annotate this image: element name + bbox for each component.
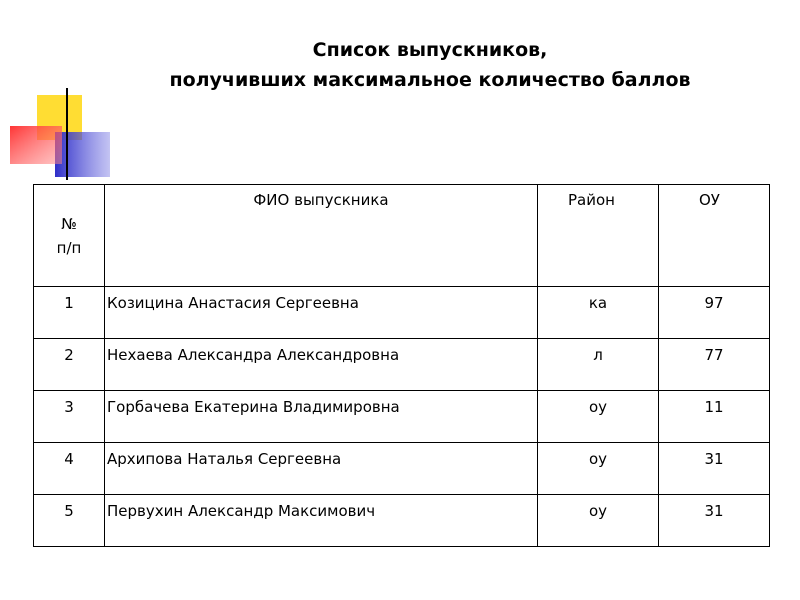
table-header-row (34, 185, 770, 287)
cell-name-text: Первухин Александр Максимович (107, 502, 376, 520)
cell-ou-text: 31 (704, 502, 724, 520)
cell-number-text: 3 (64, 398, 74, 416)
cell-number (34, 495, 105, 547)
cell-number (34, 391, 105, 443)
table-row (34, 495, 770, 547)
decorative-squares-graphic (0, 0, 800, 200)
cell-district-text: ка (588, 294, 608, 312)
table-row (34, 443, 770, 495)
cell-name-text: Горбачева Екатерина Владимировна (107, 398, 400, 416)
cell-ou (659, 443, 770, 495)
cell-district (538, 391, 659, 443)
cell-number-text: 5 (64, 502, 74, 520)
cell-district-text: оу (588, 450, 608, 468)
cell-district (538, 495, 659, 547)
cell-ou (659, 339, 770, 391)
cell-ou-text: 97 (704, 294, 724, 312)
cell-district-text: оу (588, 398, 608, 416)
title-line-2: получивших максимальное количество баллов (169, 69, 691, 91)
cell-number-text: 1 (64, 294, 74, 312)
cell-district (538, 443, 659, 495)
cell-number-text: 4 (64, 450, 74, 468)
cell-name (105, 391, 538, 443)
header-ou (659, 185, 770, 287)
cell-district (538, 287, 659, 339)
cell-district-text: л (593, 346, 603, 364)
table-row (34, 287, 770, 339)
header-number-symbol: № (61, 214, 77, 233)
cell-name (105, 443, 538, 495)
page-title (90, 35, 770, 95)
cell-name (105, 339, 538, 391)
cell-ou (659, 391, 770, 443)
header-ou-label: ОУ (699, 191, 720, 209)
cell-number (34, 287, 105, 339)
header-number-label: п/п (56, 238, 82, 257)
cell-name (105, 495, 538, 547)
cell-name-text: Козицина Анастасия Сергеевна (107, 294, 359, 312)
title-line-1: Список выпускников, (312, 39, 548, 61)
cell-name-text: Нехаева Александра Александровна (107, 346, 400, 364)
header-name-label: ФИО выпускника (253, 191, 389, 209)
cell-number (34, 339, 105, 391)
table-row (34, 339, 770, 391)
graduates-table-container (33, 184, 770, 547)
cell-name-text: Архипова Наталья Сергеевна (107, 450, 342, 468)
cell-district (538, 339, 659, 391)
header-district (538, 185, 659, 287)
cell-number-text: 2 (64, 346, 74, 364)
table-row (34, 391, 770, 443)
cell-ou-text: 77 (704, 346, 724, 364)
header-number (34, 185, 105, 287)
cell-ou (659, 495, 770, 547)
header-name (105, 185, 538, 287)
cell-ou-text: 31 (704, 450, 724, 468)
header-district-label: Район (568, 191, 615, 209)
cell-number (34, 443, 105, 495)
cell-name (105, 287, 538, 339)
red-square (10, 126, 62, 164)
graduates-table (33, 184, 770, 547)
cell-district-text: оу (588, 502, 608, 520)
cell-ou (659, 287, 770, 339)
cell-ou-text: 11 (704, 398, 724, 416)
